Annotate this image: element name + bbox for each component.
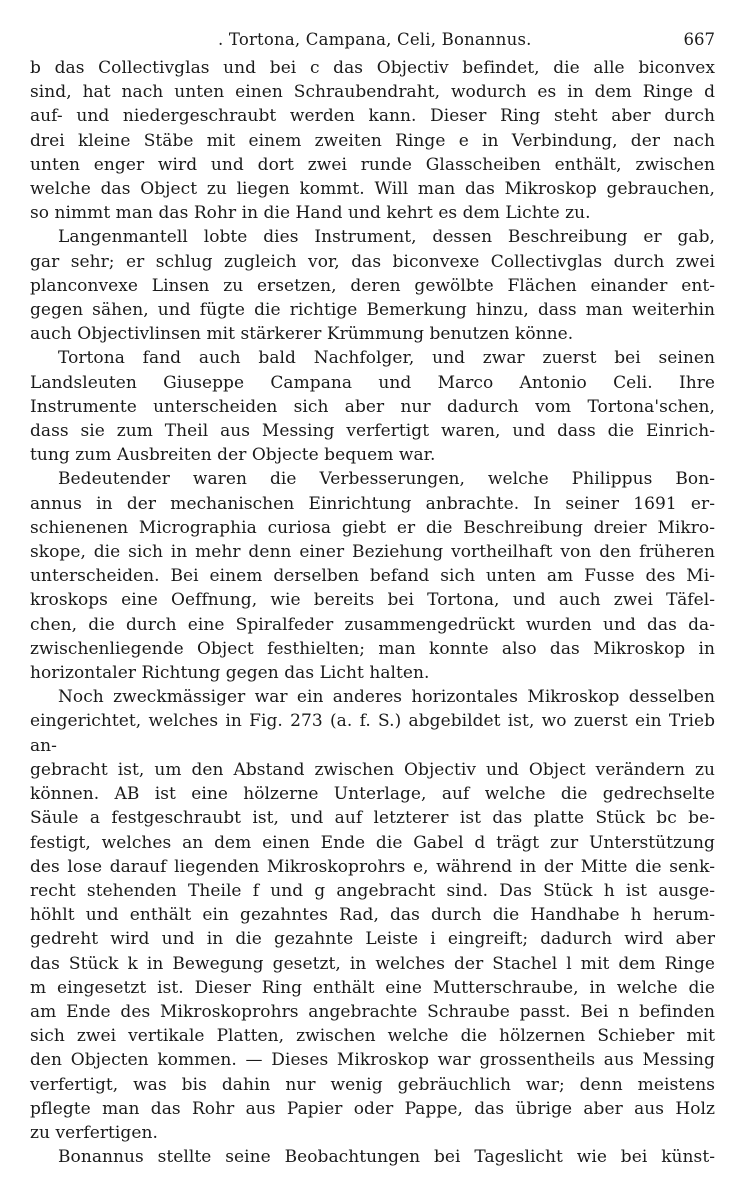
text-line: Bonannus stellte seine Beobachtungen bei Tageslicht wie bei künst- — [58, 1147, 715, 1168]
text-line: unterscheiden. Bei einem derselben befand sich unten am Fusse des Mi- — [30, 566, 715, 587]
text-line: sich zwei vertikale Platten, zwischen welche die hölzernen Schieber mit — [30, 1026, 715, 1047]
text-line: pflegte man das Rohr aus Papier oder Pappe, das übrige aber aus Holz — [30, 1098, 715, 1119]
text-line: kroskops eine Oeffnung, wie bereits bei Tortona, und auch zwei Täfel- — [30, 590, 715, 611]
text-line: höhlt und enthält ein gezahntes Rad, das durch die Handhabe h herum- — [30, 905, 715, 926]
text-line: können. AB ist eine hölzerne Unterlage, auf welche die gedrechselte — [30, 784, 715, 805]
text-line: horizontaler Richtung gegen das Licht halten. — [30, 663, 430, 684]
text-line: Bedeutender waren die Verbesserungen, welche Philippus Bon- — [58, 469, 715, 490]
text-line: das Stück k in Bewegung gesetzt, in welches der Stachel l mit dem Ringe — [30, 953, 715, 974]
text-line: Langenmantell lobte dies Instrument, dessen Beschreibung er gab, — [58, 227, 715, 248]
text-line: annus in der mechanischen Einrichtung anbrachte. In seiner 1691 er- — [30, 493, 715, 514]
text-line: so nimmt man das Rohr in die Hand und kehrt es dem Lichte zu. — [30, 203, 591, 224]
text-line: verfertigt, was bis dahin nur wenig gebräuchlich war; denn meistens — [30, 1074, 715, 1095]
text-line: gar sehr; er schlug zugleich vor, das biconvexe Collectivglas durch zwei — [30, 251, 715, 272]
paragraph — [30, 685, 715, 1145]
text-line: m eingesetzt ist. Dieser Ring enthält eine Mutterschraube, in welche die — [30, 977, 715, 998]
text-line: am Ende des Mikroskoprohrs angebrachte Schraube passt. Bei n befinden — [30, 1001, 715, 1022]
text-line: Tortona fand auch bald Nachfolger, und zwar zuerst bei seinen — [58, 348, 715, 369]
text-line: festigt, welches an dem einen Ende die Gabel d trägt zur Unterstützung — [30, 832, 715, 853]
text-line: auf- und niedergeschraubt werden kann. Dieser Ring steht aber durch — [30, 106, 715, 127]
book-page — [30, 26, 715, 1169]
text-line: unten enger wird und dort zwei runde Glasscheiben enthält, zwischen — [30, 154, 715, 175]
text-line: schienenen Micrographia curiosa giebt er die Beschreibung dreier Mikro- — [30, 517, 715, 538]
text-line: tung zum Ausbreiten der Objecte bequem war. — [30, 445, 436, 466]
text-line: gedreht wird und in die gezahnte Leiste i eingreift; dadurch wird aber — [30, 929, 715, 950]
page-header — [30, 26, 715, 56]
paragraph — [30, 1145, 715, 1169]
text-line: dass sie zum Theil aus Messing verfertigt waren, und dass die Einrich- — [30, 421, 715, 442]
paragraph — [30, 225, 715, 346]
text-line: auch Objectivlinsen mit stärkerer Krümmung benutzen könne. — [30, 324, 574, 345]
text-line: zwischenliegende Object festhielten; man konnte also das Mikroskop in — [30, 638, 715, 659]
text-line: des lose darauf liegenden Mikroskoprohrs e, während in der Mitte die senk- — [30, 856, 715, 877]
text-line: eingerichtet, welches in Fig. 273 (a. f. S.) abgebildet ist, wo zuerst ein Trieb an- — [30, 711, 715, 756]
text-line: drei kleine Stäbe mit einem zweiten Ringe e in Verbindung, der nach — [30, 130, 715, 151]
text-line: Noch zweckmässiger war ein anderes horizontales Mikroskop desselben — [58, 687, 715, 708]
text-line: Instrumente unterscheiden sich aber nur dadurch vom Tortona'schen, — [30, 396, 715, 417]
text-line: skope, die sich in mehr denn einer Beziehung vortheilhaft von den früheren — [30, 542, 715, 563]
text-line: gebracht ist, um den Abstand zwischen Objectiv und Object verändern zu — [30, 759, 715, 780]
text-line: chen, die durch eine Spiralfeder zusammengedrückt wurden und das da- — [30, 614, 715, 635]
text-line: Säule a festgeschraubt ist, und auf letzterer ist das platte Stück bc be- — [30, 808, 715, 829]
running-title: . Tortona, Campana, Celi, Bonannus. — [218, 30, 532, 49]
text-line: planconvexe Linsen zu ersetzen, deren gewölbte Flächen einander ent- — [30, 275, 715, 296]
text-line: den Objecten kommen. — Dieses Mikroskop war grossentheils aus Messing — [30, 1050, 715, 1071]
page-number: 667 — [683, 30, 715, 49]
text-line: zu verfertigen. — [30, 1122, 158, 1143]
paragraph — [30, 346, 715, 467]
text-line: gegen sähen, und fügte die richtige Bemerkung hinzu, dass man weiterhin — [30, 300, 715, 321]
text-line: recht stehenden Theile f und g angebracht sind. Das Stück h ist ausge- — [30, 880, 715, 901]
text-line: Landsleuten Giuseppe Campana und Marco Antonio Celi. Ihre — [30, 372, 715, 393]
body-text — [30, 56, 715, 1169]
paragraph — [30, 56, 715, 225]
paragraph — [30, 467, 715, 685]
text-line: welche das Object zu liegen kommt. Will man das Mikroskop gebrauchen, — [30, 179, 715, 200]
text-line: sind, hat nach unten einen Schraubendraht, wodurch es in dem Ringe d — [30, 82, 715, 103]
text-line: b das Collectivglas und bei c das Objectiv befindet, die alle biconvex — [30, 58, 715, 78]
